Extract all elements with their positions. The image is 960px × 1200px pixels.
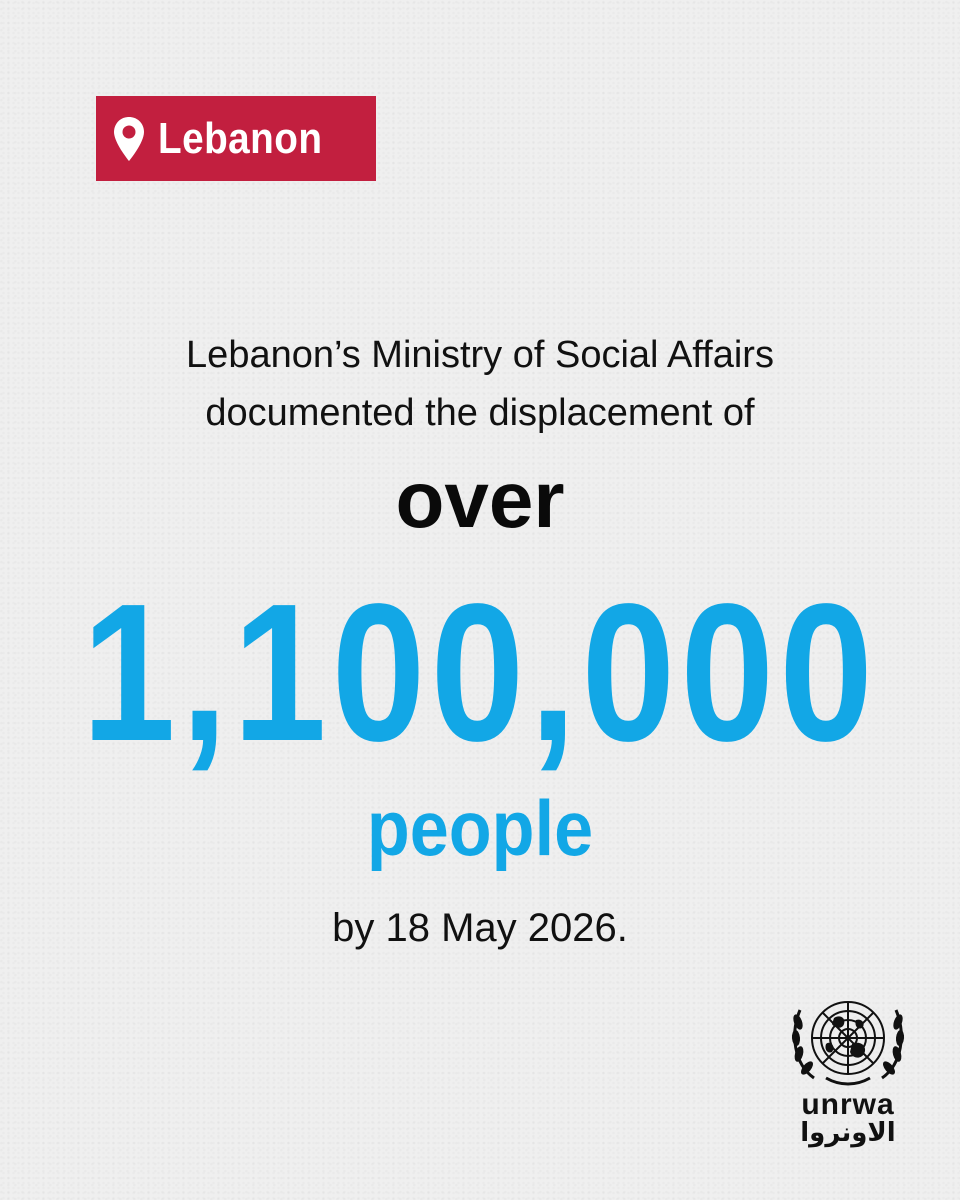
intro-text bbox=[0, 326, 960, 442]
intro-line-2: documented the displacement of bbox=[205, 392, 755, 434]
location-tag bbox=[96, 96, 376, 181]
un-emblem-icon bbox=[786, 988, 910, 1088]
location-pin-icon bbox=[112, 115, 146, 163]
date-text: by 18 May 2026. bbox=[332, 906, 628, 950]
logo-name-en: unrwa bbox=[801, 1088, 895, 1121]
headline-figure: 1,100,000 bbox=[81, 563, 879, 782]
logo-name-ar: الاونروا bbox=[800, 1118, 896, 1148]
unrwa-logo bbox=[786, 988, 910, 1148]
intro-line-1: Lebanon’s Ministry of Social Affairs bbox=[186, 334, 774, 376]
unit-text: people bbox=[366, 784, 594, 872]
qualifier-text: over bbox=[395, 455, 565, 544]
location-label: Lebanon bbox=[158, 113, 323, 163]
